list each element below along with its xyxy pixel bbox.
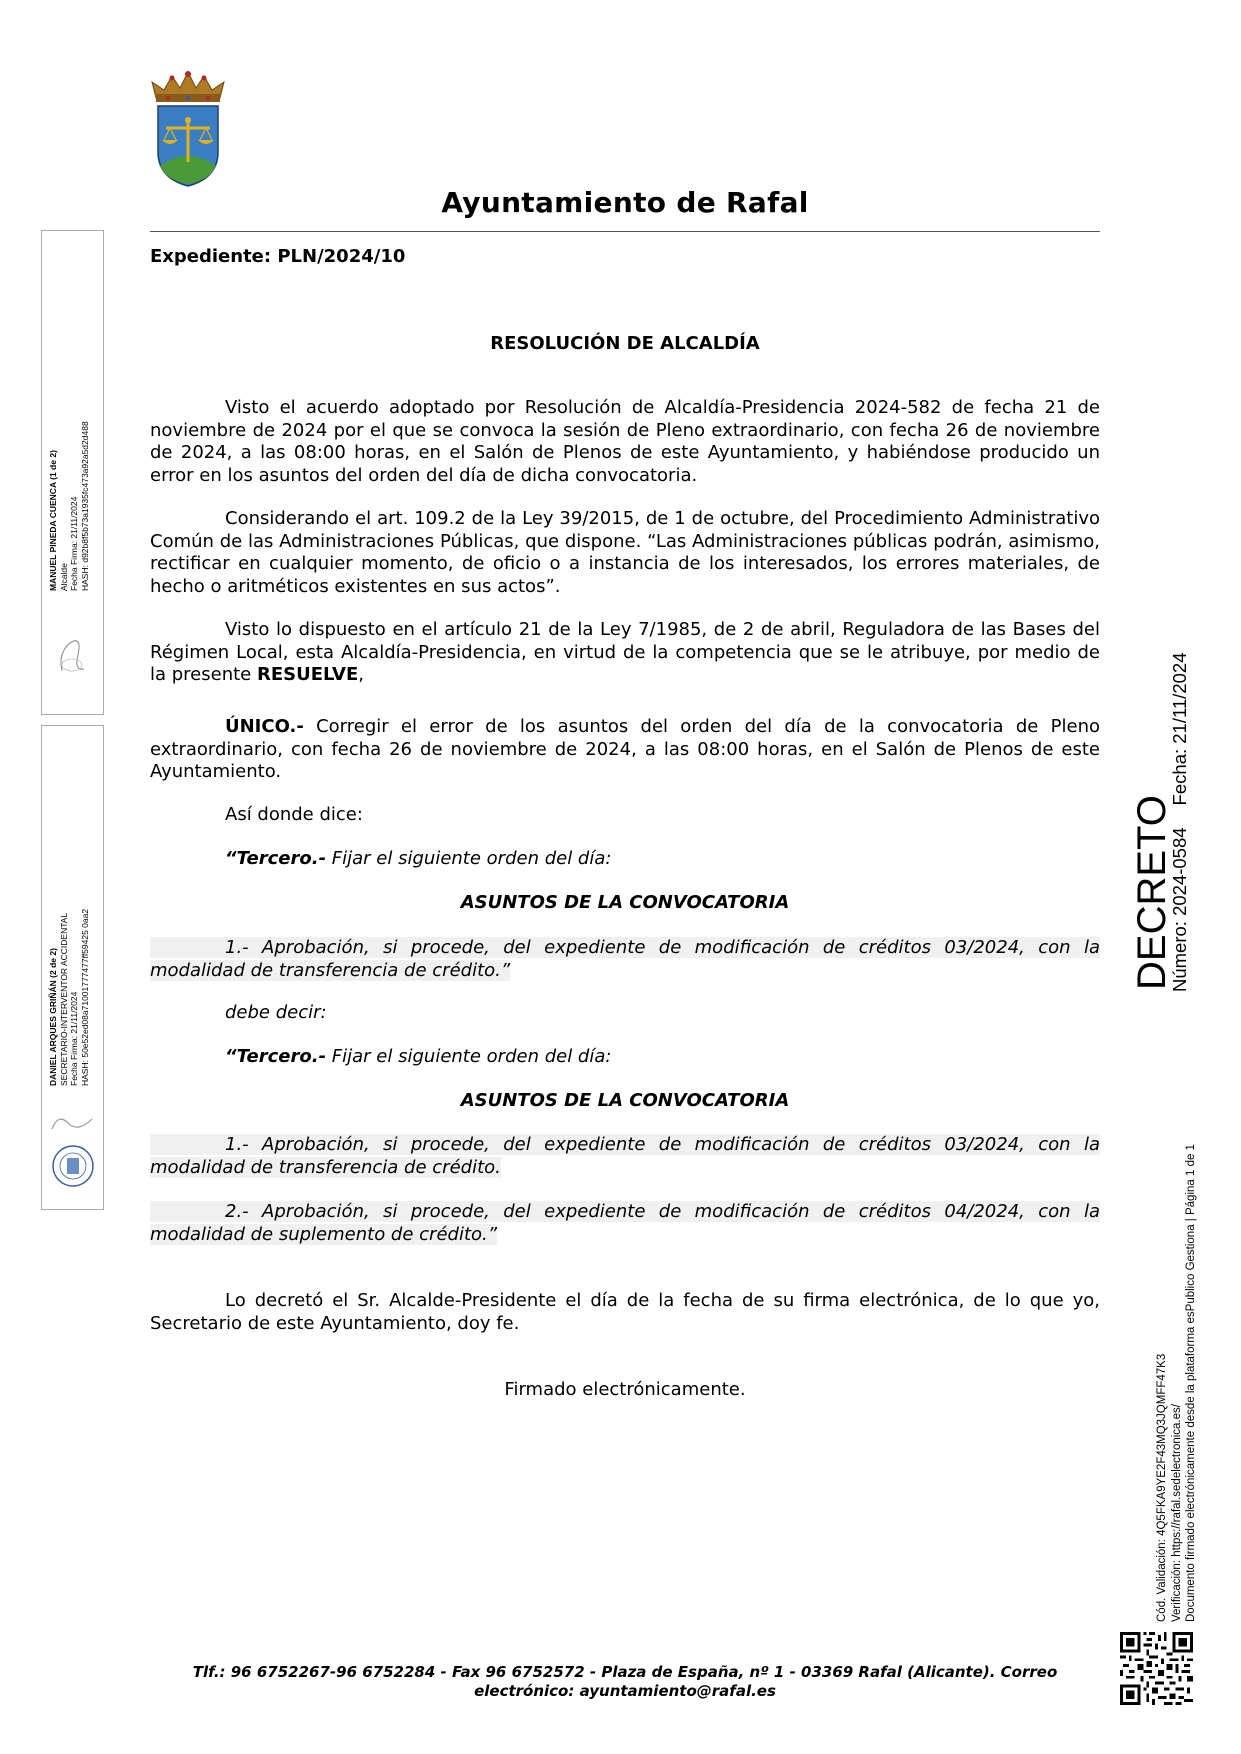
signature-text-2: DANIEL ARQUES GRIÑÁN (2 de 2) SECRETARIO-INTERVENTOR ACCIDENTAL Fecha Firma: 21/11/2024 HASH: 50e52ed08a71001777477ff59425 0aa2 bbox=[48, 908, 90, 1086]
new-agenda-item-2: 2.- Aprobación, si procede, del expediente de modificación de créditos 04/2024, con la modalidad de suplemento de crédito.” bbox=[150, 1201, 1100, 1245]
signature-box-1 bbox=[41, 230, 104, 715]
tercero-line-new: “Tercero.- Fijar el siguiente orden del día: bbox=[225, 1046, 612, 1067]
paragraph-visto-dispuesto: Visto lo dispuesto en el artículo 21 de la Ley 7/1985, de 2 de abril, Reguladora de las Bases del Régimen Local, esta Alcaldía-Presidencia, en virtud de la competencia que se le atribuye, por medio de la presente RESUELVE, bbox=[150, 619, 1100, 685]
paragraph-closing: Lo decretó el Sr. Alcalde-Presidente el día de la fecha de su firma electrónica, de lo que yo, Secretario de este Ayuntamiento, doy fe. bbox=[150, 1290, 1100, 1334]
decreto-date: Fecha: 21/11/2024 bbox=[1169, 652, 1190, 806]
paragraph-visto-acuerdo: Visto el acuerdo adoptado por Resolución de Alcaldía-Presidencia 2024-582 de fecha 21 de noviembre de 2024 por el que se convoca la sesión de Pleno extraordinario, con fecha 26 de noviembre de 2024, a las 08:00 horas, en el Salón de Plenos de este Ayuntamiento, y habiéndose producido un error en los asuntos del orden del día de dicha convocatoria. bbox=[150, 397, 1100, 486]
asuntos-heading-new: ASUNTOS DE LA CONVOCATORIA bbox=[460, 1090, 790, 1111]
new-agenda-item-1: 1.- Aprobación, si procede, del expediente de modificación de créditos 03/2024, con la modalidad de transferencia de crédito. bbox=[150, 1134, 1100, 1178]
tercero-label: “Tercero.- bbox=[225, 1046, 327, 1067]
tercero-line-old: “Tercero.- Fijar el siguiente orden del día: bbox=[225, 848, 612, 869]
unico-label: ÚNICO.- bbox=[225, 716, 304, 737]
header-divider bbox=[150, 231, 1100, 232]
official-seal-icon bbox=[48, 1111, 98, 1195]
old-agenda-item-1: 1.- Aprobación, si procede, del expediente de modificación de créditos 03/2024, con la modalidad de transferencia de crédito.” bbox=[150, 937, 1100, 981]
asuntos-heading-old: ASUNTOS DE LA CONVOCATORIA bbox=[460, 892, 790, 913]
organization-title: Ayuntamiento de Rafal bbox=[441, 186, 809, 219]
debe-decir: debe decir: bbox=[225, 1002, 327, 1023]
resuelve-keyword: RESUELVE bbox=[256, 664, 359, 685]
signature-text-1: MANUEL PINEDA CUENCA (1 de 2) Alcalde Fecha Firma: 21/11/2024 HASH: d92b8f5b73a1935fc473a92a5d2d488 bbox=[48, 421, 90, 591]
municipal-crest bbox=[148, 70, 228, 188]
resolution-title: RESOLUCIÓN DE ALCALDÍA bbox=[490, 333, 760, 354]
signed-electronically: Firmado electrónicamente. bbox=[504, 1379, 746, 1400]
tercero-label: “Tercero.- bbox=[225, 848, 327, 869]
paragraph-unico: ÚNICO.- Corregir el error de los asuntos del orden del día de la convocatoria de Pleno extraordinario, con fecha 26 de noviembre de 2024, a las 08:00 horas, en el Salón de Plenos de este Ayuntamiento. bbox=[150, 716, 1100, 782]
signature-scribble-icon bbox=[56, 631, 88, 681]
paragraph-considerando: Considerando el art. 109.2 de la Ley 39/2015, de 1 de octubre, del Procedimiento Administrativo Común de las Administraciones Públicas, que dispone. “Las Administraciones públicas podrán, asimismo, rectificar en cualquier momento, de oficio o a instancia de los interesados, los errores materiales, de hecho o aritméticos existentes en sus actos”. bbox=[150, 508, 1100, 597]
asi-donde-dice: Así donde dice: bbox=[225, 804, 363, 825]
decreto-stamp: DECRETO bbox=[1130, 795, 1174, 990]
footer-line-1: Tlf.: 96 6752267-96 6752284 - Fax 96 6752572 - Plaza de España, nº 1 - 03369 Rafal (Alicante). Correo bbox=[192, 1663, 1058, 1681]
signature-box-2 bbox=[41, 725, 104, 1210]
qr-code-icon bbox=[1120, 1632, 1193, 1705]
footer-contact bbox=[150, 1663, 1100, 1701]
footer-line-2: electrónico: ayuntamiento@rafal.es bbox=[474, 1682, 776, 1700]
decreto-number: Número: 2024-0584 bbox=[1169, 827, 1190, 992]
decreto-info bbox=[1169, 631, 1191, 992]
verification-text: Cód. Validación: 4Q5FKA9YE2F43MQ3JQMFF47K3 Verificación: https://rafal.sedelectronica.es/ Documento firmado electrónicamente desde la plataforma esPublico Gestiona | Página 1 de 1 bbox=[1156, 1144, 1197, 1622]
file-number: Expediente: PLN/2024/10 bbox=[150, 246, 406, 267]
